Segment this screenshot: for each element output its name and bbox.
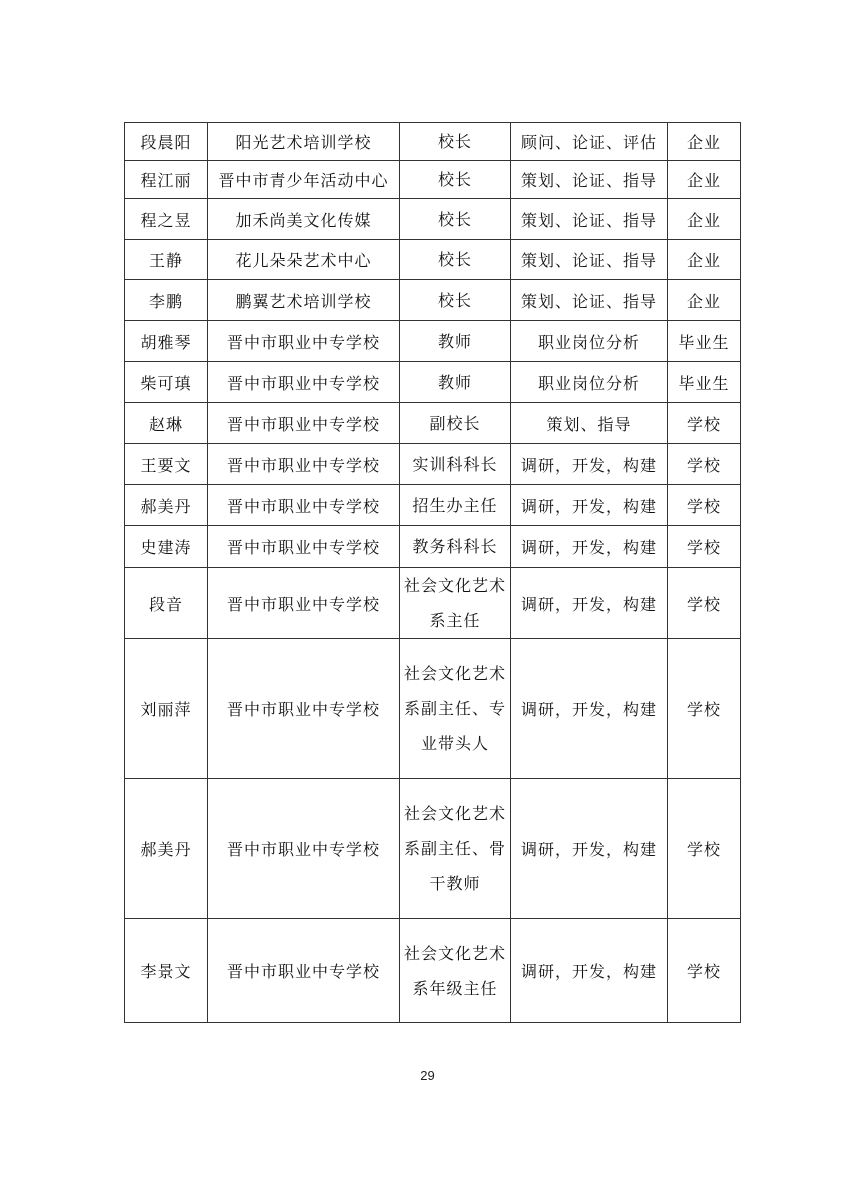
task-cell: 调研，开发，构建 (511, 568, 668, 639)
type-cell: 企业 (668, 280, 741, 321)
table-row (125, 526, 741, 568)
task-cell: 顾问、论证、评估 (511, 123, 668, 161)
name-cell: 赵琳 (125, 403, 208, 444)
role-cell: 校长 (400, 240, 511, 280)
type-cell: 学校 (668, 526, 741, 568)
table-row (125, 919, 741, 1023)
role-cell: 社会文化艺术系主任 (400, 568, 511, 639)
organization-cell: 花儿朵朵艺术中心 (208, 240, 400, 280)
name-cell: 王静 (125, 240, 208, 280)
task-cell: 调研，开发，构建 (511, 485, 668, 526)
task-cell: 策划、论证、指导 (511, 161, 668, 199)
name-cell: 王要文 (125, 444, 208, 485)
task-cell: 策划、论证、指导 (511, 280, 668, 321)
table-row (125, 639, 741, 779)
table-row (125, 161, 741, 199)
table-row (125, 321, 741, 362)
type-cell: 企业 (668, 123, 741, 161)
role-cell: 教师 (400, 362, 511, 403)
organization-cell: 晋中市职业中专学校 (208, 526, 400, 568)
role-cell: 实训科科长 (400, 444, 511, 485)
role-cell: 招生办主任 (400, 485, 511, 526)
name-cell: 李鹏 (125, 280, 208, 321)
name-cell: 胡雅琴 (125, 321, 208, 362)
type-cell: 企业 (668, 199, 741, 240)
organization-cell: 晋中市职业中专学校 (208, 403, 400, 444)
table-row (125, 280, 741, 321)
type-cell: 学校 (668, 919, 741, 1023)
table-row (125, 779, 741, 919)
type-cell: 毕业生 (668, 362, 741, 403)
task-cell: 调研，开发，构建 (511, 779, 668, 919)
name-cell: 程之昱 (125, 199, 208, 240)
organization-cell: 晋中市职业中专学校 (208, 639, 400, 779)
type-cell: 毕业生 (668, 321, 741, 362)
table-row (125, 568, 741, 639)
task-cell: 职业岗位分析 (511, 362, 668, 403)
role-cell: 校长 (400, 161, 511, 199)
staff-table (124, 122, 741, 1023)
role-cell: 社会文化艺术系副主任、骨干教师 (400, 779, 511, 919)
type-cell: 学校 (668, 639, 741, 779)
organization-cell: 晋中市职业中专学校 (208, 485, 400, 526)
organization-cell: 晋中市职业中专学校 (208, 779, 400, 919)
task-cell: 策划、论证、指导 (511, 199, 668, 240)
table-row (125, 123, 741, 161)
task-cell: 调研，开发，构建 (511, 639, 668, 779)
task-cell: 调研，开发，构建 (511, 444, 668, 485)
role-cell: 校长 (400, 123, 511, 161)
table-row (125, 403, 741, 444)
name-cell: 史建涛 (125, 526, 208, 568)
organization-cell: 鹏翼艺术培训学校 (208, 280, 400, 321)
type-cell: 学校 (668, 444, 741, 485)
name-cell: 程江丽 (125, 161, 208, 199)
organization-cell: 晋中市职业中专学校 (208, 321, 400, 362)
table-row (125, 240, 741, 280)
name-cell: 段音 (125, 568, 208, 639)
organization-cell: 晋中市职业中专学校 (208, 362, 400, 403)
role-cell: 社会文化艺术系副主任、专业带头人 (400, 639, 511, 779)
table-row (125, 485, 741, 526)
table-row (125, 362, 741, 403)
table-row (125, 199, 741, 240)
name-cell: 郝美丹 (125, 485, 208, 526)
name-cell: 段晨阳 (125, 123, 208, 161)
page-number: 29 (420, 1068, 435, 1083)
organization-cell: 晋中市职业中专学校 (208, 444, 400, 485)
task-cell: 职业岗位分析 (511, 321, 668, 362)
type-cell: 学校 (668, 403, 741, 444)
organization-cell: 晋中市青少年活动中心 (208, 161, 400, 199)
type-cell: 学校 (668, 568, 741, 639)
role-cell: 教务科科长 (400, 526, 511, 568)
task-cell: 调研，开发，构建 (511, 919, 668, 1023)
task-cell: 策划、论证、指导 (511, 240, 668, 280)
name-cell: 李景文 (125, 919, 208, 1023)
role-cell: 副校长 (400, 403, 511, 444)
organization-cell: 晋中市职业中专学校 (208, 919, 400, 1023)
role-cell: 教师 (400, 321, 511, 362)
staff-table-body (125, 123, 741, 1023)
role-cell: 社会文化艺术系年级主任 (400, 919, 511, 1023)
name-cell: 郝美丹 (125, 779, 208, 919)
task-cell: 策划、指导 (511, 403, 668, 444)
name-cell: 柴可瑱 (125, 362, 208, 403)
organization-cell: 晋中市职业中专学校 (208, 568, 400, 639)
table-row (125, 444, 741, 485)
role-cell: 校长 (400, 199, 511, 240)
type-cell: 企业 (668, 240, 741, 280)
role-cell: 校长 (400, 280, 511, 321)
name-cell: 刘丽萍 (125, 639, 208, 779)
organization-cell: 阳光艺术培训学校 (208, 123, 400, 161)
task-cell: 调研，开发，构建 (511, 526, 668, 568)
type-cell: 学校 (668, 779, 741, 919)
type-cell: 企业 (668, 161, 741, 199)
organization-cell: 加禾尚美文化传媒 (208, 199, 400, 240)
type-cell: 学校 (668, 485, 741, 526)
